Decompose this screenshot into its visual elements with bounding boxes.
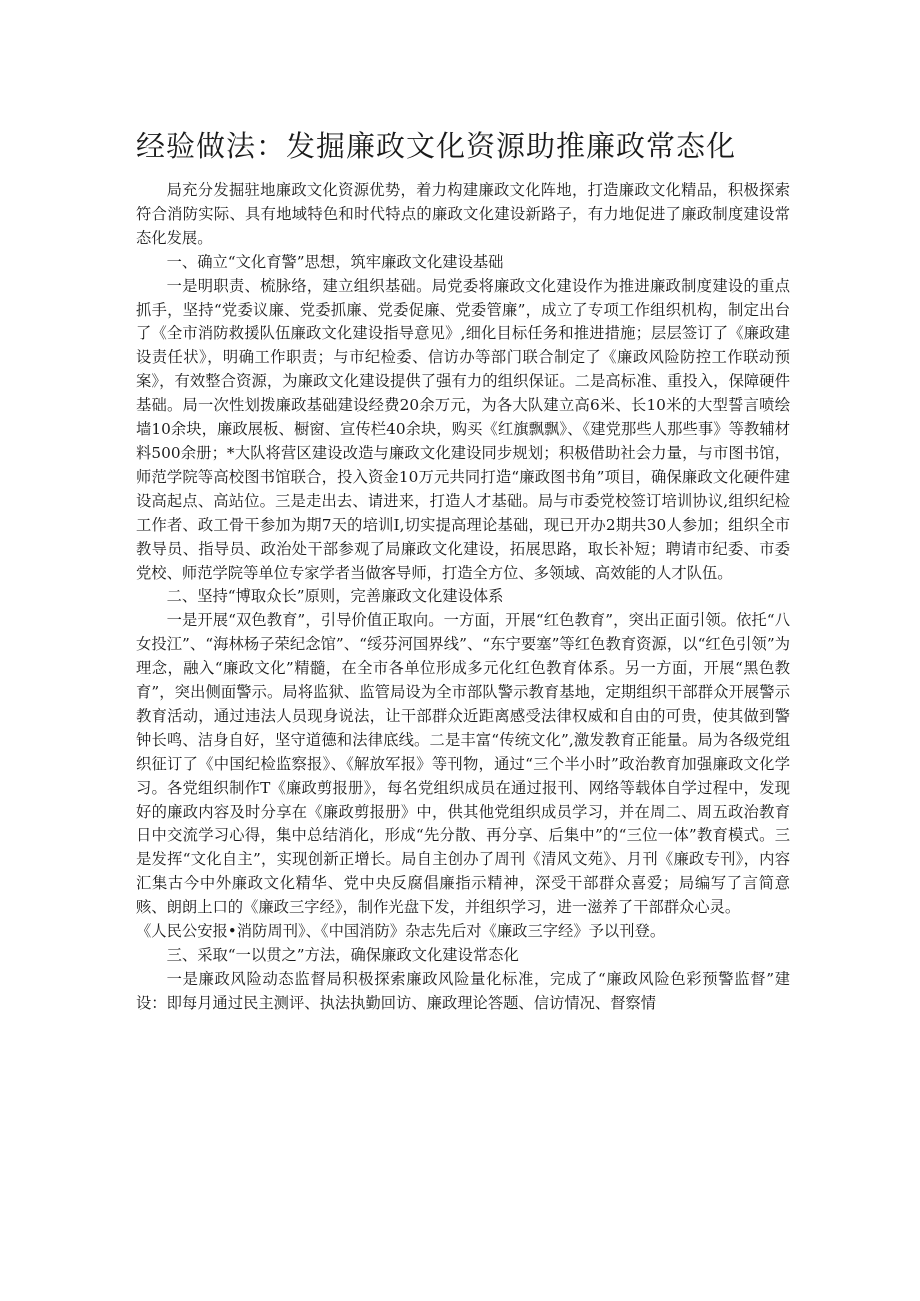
section-heading-2: 二、坚持“博取众长”原则，完善廉政文化建设体系	[166, 587, 504, 606]
intro-paragraph: 局充分发掘驻地廉政文化资源优势，着力构建廉政文化阵地，打造廉政文化精品，积极探索符合消防实际、具有地域特色和时代特点的廉政文化建设新路子，有力地促进了廉政制度建设常态化发展。	[136, 181, 790, 247]
section-1-paragraph: 一是明职责、梳脉络，建立组织基础。局党委将廉政文化建设作为推进廉政制度建设的重点抓手，坚持“党委议廉、党委抓廉、党委促廉、党委管廉”，成立了专项工作组织机构，制定出台了《全市消防救援队伍廉政文化建设指导意见》,细化目标任务和推进措施；层层签订了《廉政建设责任状》，明确工作职责；与市纪检委、信访办等部门联合制定了《廉政风险防控工作联动预案》，有效整合资源，为廉政文化建设提供了强有力的组织保证。二是高标准、重投入，保障硬件基础。局一次性划拨廉政基础建设经费20余万元，为各大队建立高6米、长10米的大型誓言喷绘墙10余块，廉政展板、橱窗、宣传栏40余块，购买《红旗飘飘》、《建党那些人那些事》等教辅材料500余册；*大队将营区建设改造与廉政文化建设同步规划；积极借助社会力量，与市图书馆，师范学院等高校图书馆联合，投入资金10万元共同打造“廉政图书角”项目，确保廉政文化硬件建设高起点、高站位。三是走出去、请进来，打造人才基础。局与市委党校签订培训协议,组织纪检工作者、政工骨干参加为期7天的培训I,切实提高理论基础，现已开办2期共30人参加；组织全市教导员、指导员、政治处干部参观了局廉政文化建设，拓展思路，取长补短；聘请市纪委、市委党校、师范学院等单位专家学者当做客导师，打造全方位、多领域、高效能的人才队伍。	[136, 276, 790, 582]
section-heading-1: 一、确立“文化育警”思想，筑牢廉政文化建设基础	[166, 252, 504, 271]
publication-note: 《人民公安报•消防周刊》、《中国消防》杂志先后对《廉政三字经》予以刊登。	[136, 922, 666, 941]
document-body	[136, 179, 790, 1016]
section-heading-3: 三、采取“一以贯之”方法，确保廉政文化建设常态化	[166, 946, 519, 964]
section-2-paragraph: 一是开展“双色教育”，引导价值正取向。一方面，开展“红色教育”，突出正面引领。依托“八女投江”、“海林杨子荣纪念馆”、“绥芬河国界线”、“东宁要塞”等红色教育资源，以“红色引领”为理念，融入“廉政文化”精髓，在全市各单位形成多元化红色教育体系。另一方面，开展“黑色教育”，突出侧面警示。局将监狱、监管局设为全市部队警示教育基地，定期组织干部群众开展警示教育活动，通过违法人员现身说法，让干部群众近距离感受法律权威和自由的可贵，使其做到警钟长鸣、洁身自好，坚守道德和法律底线。二是丰富“传统文化”,激发教育正能量。局为各级党组织征订了《中国纪检监察报》、《解放军报》等刊物，通过“三个半小时”政治教育加强廉政文化学习。各党组织制作T《廉政剪报册》，每名党组织成员在通过报刊、网络等载体自学过程中，发现好的廉政内容及时分享在《廉政剪报册》中，供其他党组织成员学习，并在周二、周五政治教育日中交流学习心得，集中总结消化，形成“先分散、再分享、后集中”的“三位一体”教育模式。三是发挥“文化自主”，实现创新正增长。局自主创办了周刊《清风文苑》、月刊《廉政专刊》，内容汇集古今中外廉政文化精华、党中央反腐倡廉指示精神，深受干部群众喜爱；局编写了言简意赅、朗朗上口的《廉政三字经》，制作光盘下发，并组织学习，进一滋养了干部群众心灵。	[136, 611, 790, 917]
section-3-paragraph: 一是廉政风险动态监督局积极探索廉政风险量化标准，完成了“廉政风险色彩预警监督”建设：即每月通过民主测评、执法执勤回访、廉政理论答题、信访情况、督察情	[136, 969, 790, 1012]
page-title: 经验做法：发掘廉政文化资源助推廉政常态化	[136, 129, 737, 163]
